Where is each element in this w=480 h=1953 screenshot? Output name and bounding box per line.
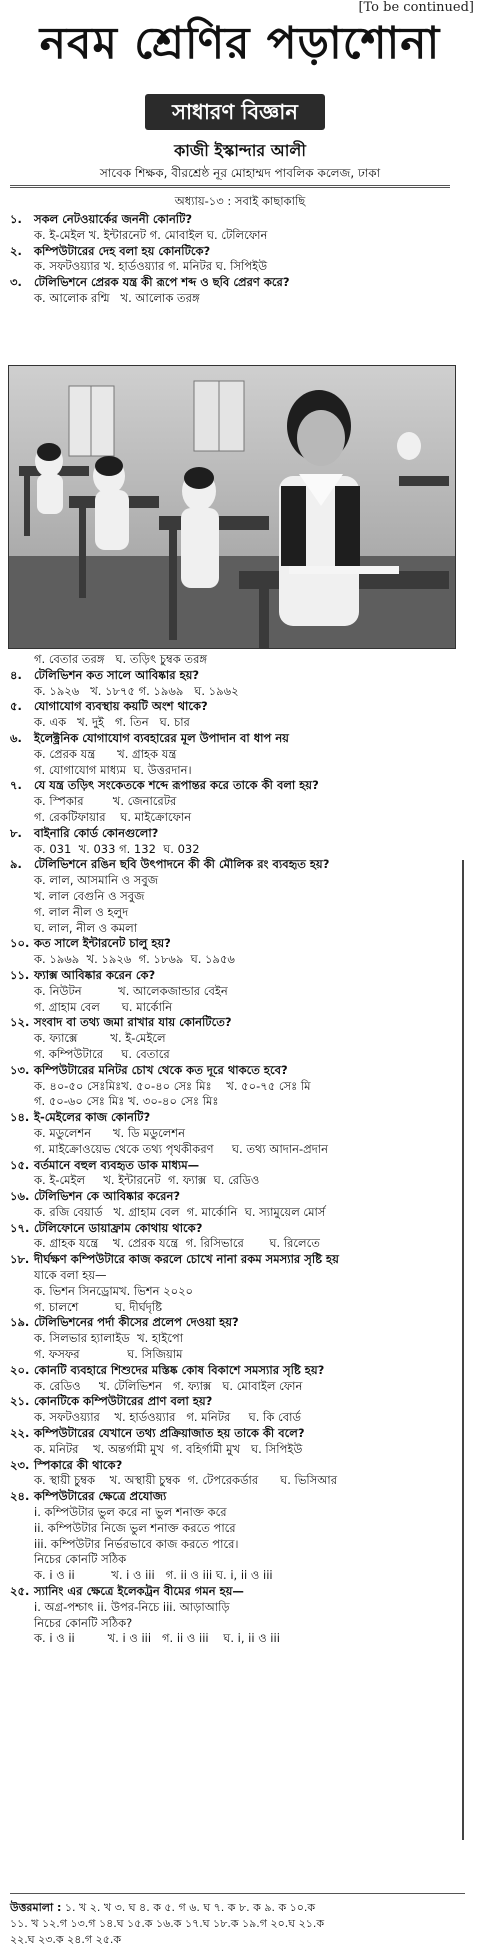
question-number: ১৪. — [10, 1110, 30, 1125]
question-text: কম্পিউটারের দেহ বলা হয় কোনটিকে? — [34, 243, 211, 258]
question-text: যোগাযোগ ব্যবস্থায় কয়টি অংশ থাকে? — [34, 699, 208, 714]
question-text: কম্পিউটারের যেখানে তথ্য প্রক্রিয়াজাত হয় তাকে কী বলে? — [34, 1426, 305, 1441]
question — [10, 275, 460, 291]
question — [10, 1584, 460, 1600]
question-text: ফ্যাক্স আবিষ্কার করেন কে? — [34, 967, 156, 982]
question-number: ১৮. — [10, 1252, 30, 1267]
question-text: স্যানিং এর ক্ষেত্রে ইলেকট্রন বীমের গমন হয়— — [34, 1584, 244, 1599]
question-number: ৮. — [10, 825, 22, 840]
answer-option: গ. রেকটিফায়ার ঘ. মাইক্রোফোন — [34, 809, 192, 824]
answer-option: iii. কম্পিউটার নির্ভরভাবে কাজ করতে পারে। — [34, 1536, 239, 1551]
answer-option: ক. সফটওয়্যার খ. হার্ডওয়্যার গ. মনিটর ঘ. সিপিইউ — [34, 259, 268, 274]
answer-option: ক. প্রেরক যন্ত্র খ. গ্রাহক যন্ত্র — [34, 746, 177, 761]
question-number: ১৩. — [10, 1062, 30, 1077]
answer-key — [10, 1900, 470, 1948]
question-text: কম্পিউটারের মনিটর চোখ থেকে কত দূরে থাকতে হবে? — [34, 1062, 288, 1077]
answer-option: ক. রজি বেয়ার্ড খ. গ্রাহাম বেল গ. মার্কোনি ঘ. স্যামুয়েল মোর্স — [34, 1204, 326, 1219]
question-text: স্পিকারে কী থাকে? — [34, 1457, 123, 1472]
question — [10, 968, 460, 984]
question-number: ৭. — [10, 778, 22, 793]
classroom-exam-photo — [8, 365, 456, 649]
question — [10, 699, 460, 715]
answer-option: ক. নিউটন খ. আলেকজান্ডার বেইন — [34, 983, 228, 998]
question-text: সকল নেটওয়ার্কের জননী কোনটি? — [34, 212, 193, 226]
question-number: ৪. — [10, 667, 22, 682]
chapter-heading: অধ্যায়-১৩ : সবাই কাছাকাছি — [174, 194, 306, 208]
answer-option: নিচের কোনটি সঠিক — [34, 1552, 127, 1567]
question-text: টেলিভিশনে রঙিন ছবি উৎপাদনে কী কী মৌলিক রং ব্যবহৃত হয়? — [34, 857, 330, 872]
answer-option: ক. আলোক রশ্মি খ. আলোক তরঙ্গ — [34, 290, 200, 305]
question-number: ১০. — [10, 936, 30, 951]
answer-option: i. কম্পিউটার ভুল করে না ভুল শনাক্ত করে — [34, 1505, 227, 1520]
question-text: কত সালে ইন্টারনেট চালু হয়? — [34, 936, 171, 951]
answer-option: ক. 031 খ. 033 গ. 132 ঘ. 032 — [34, 841, 200, 856]
question — [10, 1189, 460, 1205]
question-text: বর্তমানে বহুল ব্যবহৃত ডাক মাধ্যম— — [34, 1157, 200, 1172]
question — [10, 1394, 460, 1410]
answer-option: ঘ. লাল, নীল ও কমলা — [34, 920, 138, 935]
answer-option: ক. সিলভার হ্যালাইড খ. হাইপো — [34, 1331, 184, 1346]
answer-option: ক. ই-মেইল খ. ইন্টারনেট গ. ফ্যাক্স ঘ. রেডিও — [34, 1173, 260, 1188]
question — [10, 1363, 460, 1379]
answer-option: গ. মাইক্রোওয়েভ থেকে তথ্য পৃথকীকরণ ঘ. তথ্য আদান-প্রদান — [34, 1141, 329, 1156]
answer-option: যাকে বলা হয়— — [34, 1268, 107, 1283]
answer-key-label: উত্তরমালা : — [10, 1901, 62, 1914]
question-text: সংবাদ বা তথ্য জমা রাখার যায় কোনটিতে? — [34, 1015, 232, 1030]
question — [10, 668, 460, 684]
answer-option: ক. i ও ii খ. i ও iii গ. ii ও iii ঘ. i, ii ও iii — [34, 1568, 273, 1583]
answer-option: ক. ই-মেইল খ. ইন্টারনেট গ. মোবাইল ঘ. টেলিফোন — [34, 227, 268, 242]
answer-option: ক. ভিশন সিনড্রোমখ. ভিশন ২০২০ — [34, 1283, 194, 1298]
divider — [10, 1893, 465, 1894]
question-block-top — [10, 212, 460, 307]
answer-line: ১১. খ ১২.গ ১৩.গ ১৪.ঘ ১৫.ক ১৬.ক ১৭.ঘ ১৮.ক ১৯.গ ২০.ঘ ২১.ক — [10, 1917, 325, 1930]
question — [10, 1015, 460, 1031]
question — [10, 212, 460, 228]
question — [10, 244, 460, 260]
answer-option: খ. লাল বেগুনি ও সবুজ — [34, 888, 145, 903]
answer-option: ক. ১৯২৬ খ. ১৮৭৫ গ. ১৯৬৯ ঘ. ১৯৬২ — [34, 683, 239, 698]
answer-option: ক. ফ্যাক্সে খ. ই-মেইলে — [34, 1031, 166, 1046]
question-number: ১৯. — [10, 1315, 30, 1330]
question — [10, 1252, 460, 1268]
question — [10, 826, 460, 842]
question — [10, 1426, 460, 1442]
question-number: ৫. — [10, 699, 22, 714]
question-number: ২২. — [10, 1426, 30, 1441]
question-number: ১১. — [10, 967, 30, 982]
answer-option: গ. যোগাযোগ মাধ্যম ঘ. উত্তরদান। — [34, 762, 192, 777]
question-number: ১২. — [10, 1015, 30, 1030]
column-divider — [462, 860, 464, 1840]
answer-option: i. অগ্র-পশ্চাৎ ii. উপর-নিচে iii. আড়াআড়ি — [34, 1599, 230, 1614]
divider — [10, 185, 450, 186]
question-number: ২৪. — [10, 1489, 30, 1504]
answer-option: ক. i ও ii খ. i ও iii গ. ii ও iii ঘ. i, ii ও iii — [34, 1631, 280, 1646]
answer-option: নিচের কোনটি সঠিক? — [34, 1615, 133, 1630]
question-text: যে যন্ত্র তড়িৎ সংকেতকে শব্দে রূপান্তর করে তাকে কী বলা হয়? — [34, 778, 319, 793]
author-affiliation: সাবেক শিক্ষক, বীরশ্রেষ্ঠ নূর মোহাম্মদ পাবলিক কলেজ, ঢাকা — [99, 166, 381, 180]
answer-option: গ. ৫০-৬০ সেঃ মিঃ খ. ৩০-৪০ সেঃ মিঃ — [34, 1094, 219, 1109]
question-number: ৬. — [10, 730, 22, 745]
question — [10, 1315, 460, 1331]
question-text: কোনটিকে কম্পিউটারের প্রাণ বলা হয়? — [34, 1394, 213, 1409]
answer-option: গ. গ্রাহাম বেল ঘ. মার্কোনি — [34, 999, 173, 1014]
answer-line: ২২.ঘ ২৩.ক ২৪.গ ২৫.ক — [10, 1933, 122, 1946]
answer-option: ক. লাল, আসমানি ও সবুজ — [34, 873, 159, 888]
question-number: ১৫. — [10, 1157, 30, 1172]
question-text: কোনটি ব্যবহারে শিশুদের মস্তিষ্ক কোষ বিকাশে সমস্যার সৃষ্টি হয়? — [34, 1362, 325, 1377]
question — [10, 731, 460, 747]
answer-option: ক. মডুলেশন খ. ডি মডুলেশন — [34, 1125, 185, 1140]
question-number: ২০. — [10, 1362, 30, 1377]
answer-option: ক. স্থায়ী চুম্বক খ. অস্থায়ী চুম্বক গ. টেপরেকর্ডার ঘ. ভিসিআর — [34, 1473, 338, 1488]
question-number: ১. — [10, 212, 22, 226]
question-number: ১৬. — [10, 1189, 30, 1204]
answer-option: ক. রেডিও খ. টেলিভিশন গ. ফ্যাক্স ঘ. মোবাইল ফোন — [34, 1378, 303, 1393]
answer-line: ১. খ ২. খ ৩. ঘ ৪. ক ৫. গ ৬. ঘ ৭. ক ৮. ক ৯. ক ১০.ক — [64, 1901, 316, 1914]
answer-option: গ. চালশে ঘ. দীর্ঘদৃষ্টি — [34, 1299, 163, 1314]
question-text: টেলিভিশনে প্রেরক যন্ত্র কী রূপে শব্দ ও ছবি প্রেরণ করে? — [34, 275, 290, 290]
answer-option: ক. সফটওয়্যার খ. হার্ডওয়্যার গ. মনিটর ঘ. কি বোর্ড — [34, 1410, 301, 1425]
answer-option: ক. স্পিকার খ. জেনারেটর — [34, 794, 177, 809]
answer-option: ii. কম্পিউটার নিজে ভুল শনাক্ত করতে পারে — [34, 1520, 236, 1535]
continued-note: [To be continued] — [358, 0, 474, 15]
answer-option: ক. এক খ. দুই গ. তিন ঘ. চার — [34, 715, 190, 730]
answer-option: গ. বেতার তরঙ্গ ঘ. তড়িৎ চুম্বক তরঙ্গ — [34, 652, 208, 666]
answer-option: ক. গ্রাহক যন্ত্রে খ. প্রেরক যন্ত্রে গ. রিসিভারে ঘ. রিলেতে — [34, 1236, 320, 1251]
question — [10, 1489, 460, 1505]
question-text: কম্পিউটারের ক্ষেত্রে প্রযোজ্য — [34, 1489, 167, 1504]
question-text: ইলেক্ট্রনিক যোগাযোগ ব্যবহারের মূল উপাদান বা ধাপ নয় — [34, 730, 289, 745]
question-text: টেলিফোনে ডায়াফ্রাম কোথায় থাকে? — [34, 1220, 203, 1235]
subject-badge: সাধারণ বিজ্ঞান — [145, 94, 325, 130]
page-masthead: নবম শ্রেণির পড়াশোনা — [39, 18, 441, 69]
question — [10, 1158, 460, 1174]
question-number: ৩. — [10, 275, 22, 290]
question-number: ২৫. — [10, 1584, 30, 1599]
question-number: ১৭. — [10, 1220, 30, 1235]
question-text: টেলিভিশনের পর্দা কীসের প্রলেপ দেওয়া হয়? — [34, 1315, 239, 1330]
question-text: বাইনারি কোর্ড কোনগুলো? — [34, 825, 159, 840]
answer-option: গ. ফসফর ঘ. সিজিয়াম — [34, 1347, 183, 1362]
question — [10, 778, 460, 794]
answer-option: গ. লাল নীল ও হলুদ — [34, 904, 129, 919]
classroom-exam-illustration — [9, 366, 455, 648]
answer-option: গ. কম্পিউটারে ঘ. বেতারে — [34, 1046, 170, 1061]
question — [10, 857, 460, 873]
author-name: কাজী ইস্কান্দার আলী — [174, 141, 306, 160]
question-block-main — [10, 652, 460, 1647]
question-number: ২. — [10, 243, 22, 258]
question-text: টেলিভিশন কে আবিষ্কার করেন? — [34, 1189, 181, 1204]
question — [10, 936, 460, 952]
question-number: ৯. — [10, 857, 22, 872]
question-text: টেলিভিশন কত সালে আবিষ্কার হয়? — [34, 667, 200, 682]
divider — [10, 187, 450, 188]
question-text: ই-মেইলের কাজ কোনটি? — [34, 1110, 151, 1125]
question — [10, 1221, 460, 1237]
question — [10, 1458, 460, 1474]
question-number: ২১. — [10, 1394, 30, 1409]
answer-option: ক. ১৯৬৯ খ. ১৯২৬ গ. ১৮৬৯ ঘ. ১৯৫৬ — [34, 952, 235, 967]
answer-option: ক. ৪০-৫০ সেঃমিঃখ. ৫০-৪০ সেঃ মিঃ খ. ৫০-৭৫ সেঃ মি — [34, 1078, 311, 1093]
question-number: ২৩. — [10, 1457, 30, 1472]
question — [10, 1063, 460, 1079]
question-text: দীর্ঘক্ষণ কম্পিউটারে কাজ করলে চোখে নানা রকম সমস্যার সৃষ্টি হয় — [34, 1252, 339, 1267]
question — [10, 1110, 460, 1126]
answer-option: ক. মনিটর খ. অন্তর্গামী মুখ গ. বহির্গামী মুখ ঘ. সিপিইউ — [34, 1441, 303, 1456]
